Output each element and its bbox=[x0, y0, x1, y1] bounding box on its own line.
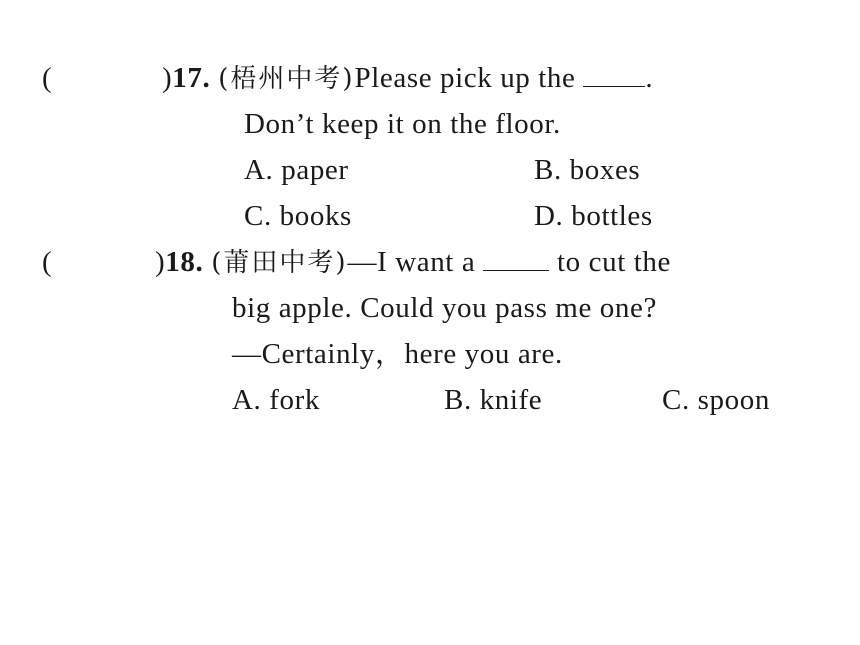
option-d[interactable]: D. bottles bbox=[534, 200, 653, 232]
answer-paren-open: ( bbox=[42, 246, 53, 278]
question-stem-end: to cut the bbox=[557, 246, 671, 278]
option-a[interactable]: A. fork bbox=[232, 384, 320, 416]
question-number: 18. bbox=[165, 246, 204, 278]
question-18-line2: big apple. Could you pass me one? bbox=[232, 292, 657, 324]
option-b[interactable]: B. knife bbox=[444, 384, 543, 416]
question-18-line1 bbox=[155, 244, 671, 281]
question-17-line2: Don’t keep it on the floor. bbox=[244, 108, 561, 140]
option-c[interactable]: C. spoon bbox=[662, 384, 770, 416]
question-stem: —I want a bbox=[347, 246, 476, 278]
option-a[interactable]: A. paper bbox=[244, 154, 349, 186]
question-stem-end: . bbox=[645, 62, 654, 94]
answer-blank-17[interactable] bbox=[70, 60, 148, 96]
option-b[interactable]: B. boxes bbox=[534, 154, 641, 186]
fill-in-blank bbox=[583, 64, 645, 87]
answer-blank-18[interactable] bbox=[70, 244, 140, 280]
question-source: (莆田中考) bbox=[211, 248, 348, 278]
answer-paren-close: ) bbox=[155, 246, 166, 278]
question-number: 17. bbox=[172, 62, 211, 94]
question-18-line3: —Certainly，here you are. bbox=[232, 338, 563, 370]
question-17-line1 bbox=[162, 60, 653, 97]
question-stem: Please pick up the bbox=[354, 62, 576, 94]
answer-paren-close: ) bbox=[162, 62, 173, 94]
question-source: (梧州中考) bbox=[218, 64, 355, 94]
fill-in-blank bbox=[483, 248, 549, 271]
answer-paren-open: ( bbox=[42, 62, 53, 94]
option-c[interactable]: C. books bbox=[244, 200, 352, 232]
